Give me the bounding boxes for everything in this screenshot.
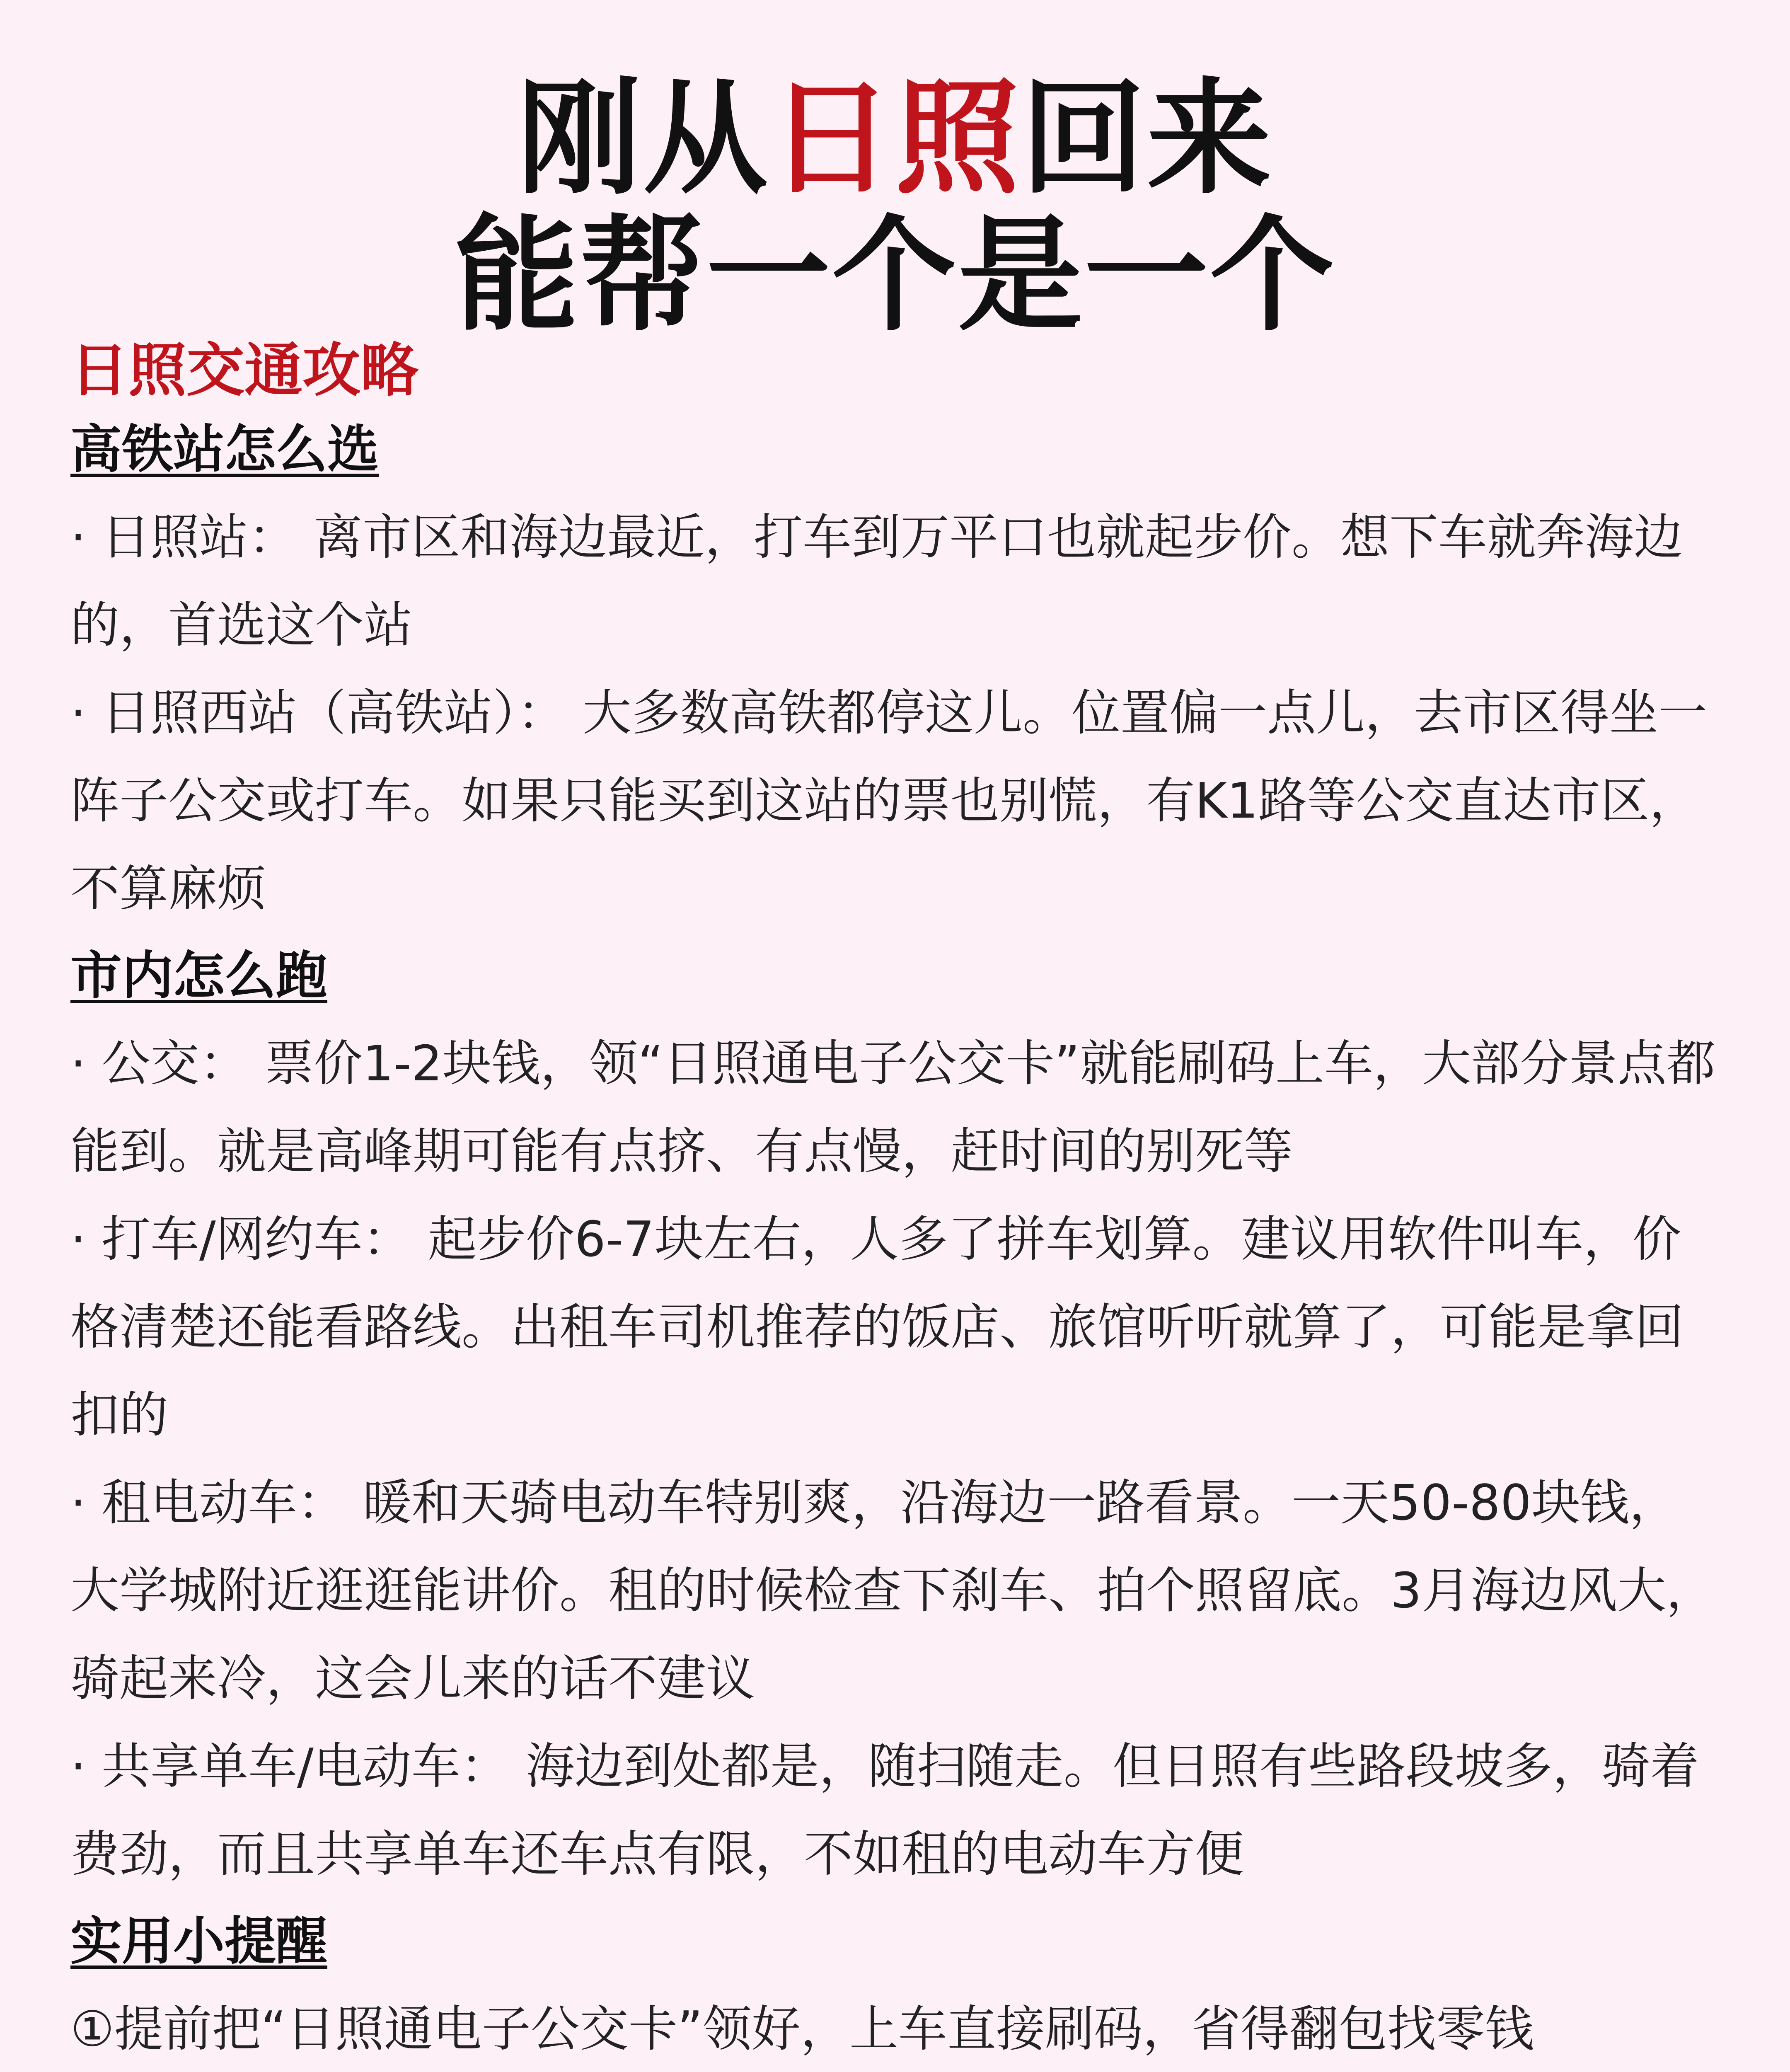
- list-item: [70, 1195, 1720, 1459]
- section-city-transport: [70, 932, 1720, 1898]
- tip-item: ①提前把“日照通电子公交卡”领好，上车直接刷码，省得翻包找零钱: [70, 2000, 1534, 2057]
- list-item: [70, 1019, 1720, 1195]
- list-item: [70, 493, 1720, 669]
- item-text: 离市区和海边最近，打车到万平口也就起步价。想下车就奔海边的，首选这个站: [70, 508, 1683, 654]
- item-label: · 公交：: [70, 1035, 249, 1092]
- item-label: · 日照西站（高铁站）：: [70, 684, 566, 741]
- title-line-1: [70, 0, 1720, 211]
- section-heading: 市内怎么跑: [70, 946, 328, 1006]
- section-stations: [70, 406, 1720, 932]
- title-line-1-prefix: 刚从: [517, 66, 769, 211]
- title-highlight: 日照: [769, 66, 1021, 211]
- item-text: 起步价6-7块左右，人多了拼车划算。建议用软件叫车，价格清楚还能看路线。出租车司机推荐的饭店、旅馆听听就算了，可能是拿回扣的: [70, 1210, 1684, 1443]
- item-label: · 日照站：: [70, 508, 298, 566]
- item-label: · 租电动车：: [70, 1474, 346, 1531]
- page-title: [70, 0, 1720, 348]
- section-heading: 实用小提醒: [70, 1912, 328, 1971]
- item-text: 票价1-2块钱，领“日照通电子公交卡”就能刷码上车，大部分景点都能到。就是高峰期可能有点挤、有点慢，赶时间的别死等: [70, 1035, 1716, 1180]
- list-item: [70, 1722, 1720, 1898]
- item-label: · 打车/网约车：: [70, 1210, 411, 1268]
- title-line-1-suffix: 回来: [1021, 66, 1273, 211]
- item-text: 大多数高铁都停这儿。位置偏一点儿，去市区得坐一阵子公交或打车。如果只能买到这站的票也别慌，有K1路等公交直达市区，不算麻烦: [70, 684, 1708, 917]
- title-line-2: 能帮一个是一个: [454, 203, 1336, 348]
- list-item: [70, 1459, 1720, 1722]
- section-title: 日照交通攻略: [70, 337, 419, 404]
- item-text: 海边到处都是，随扫随走。但日照有些路段坡多，骑着费劲，而且共享单车还车点有限，不如租的电动车方便: [70, 1738, 1699, 1883]
- item-label: · 共享单车/电动车：: [70, 1738, 509, 1795]
- item-text: 暖和天骑电动车特别爽，沿海边一路看景。一天50-80块钱，大学城附近逛逛能讲价。租的时候检查下刹车、拍个照留底。3月海边风大，骑起来冷，这会儿来的话不建议: [70, 1474, 1715, 1707]
- list-item: [70, 669, 1720, 932]
- section-heading: 高铁站怎么选: [70, 420, 379, 479]
- section-tips: [70, 1898, 1720, 2072]
